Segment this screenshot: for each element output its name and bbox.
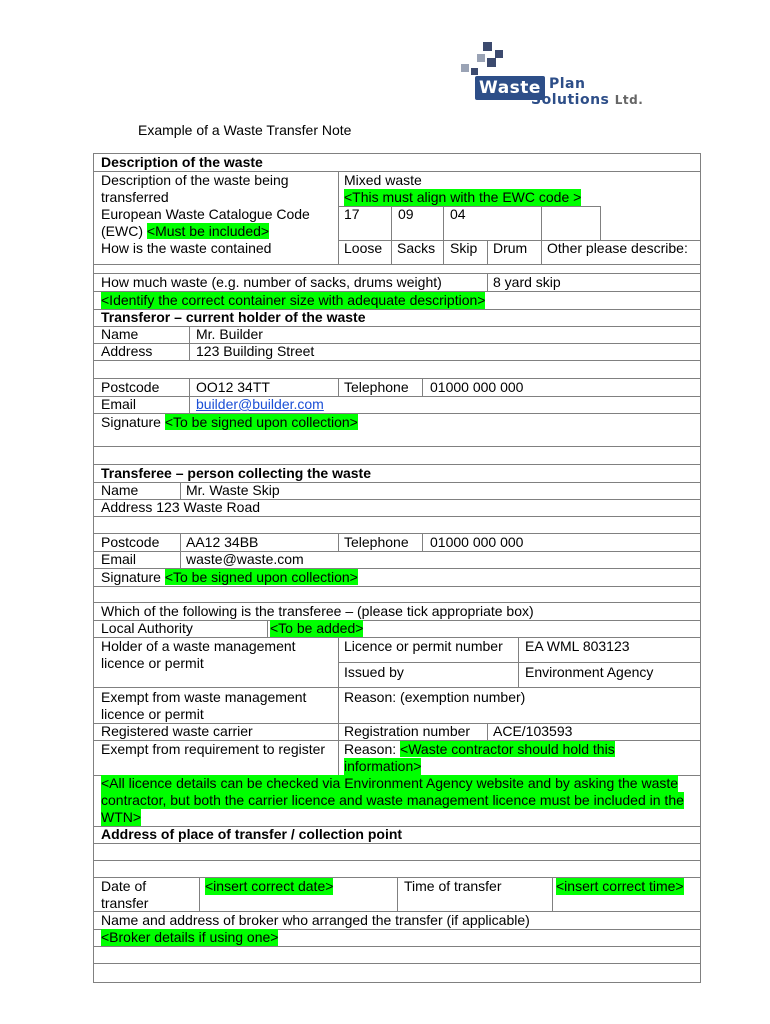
transferee-telephone-label: Telephone (344, 534, 409, 550)
contained-option: Sacks (397, 240, 436, 256)
date-label-line2: transfer (101, 895, 149, 911)
signature-label: Signature (101, 569, 165, 585)
desc-note: <This must align with the EWC code > (344, 189, 582, 205)
date-note: <insert correct date> (205, 878, 334, 894)
local-authority-note: <To be added> (270, 620, 364, 636)
logo-square (495, 50, 503, 58)
logo-solutions: Solutions (531, 92, 610, 108)
date-label: Date of (101, 878, 147, 894)
transferor-postcode-label: Postcode (101, 379, 160, 395)
ewc-label (101, 223, 269, 240)
divider (422, 378, 423, 396)
transferee-signature (101, 569, 358, 586)
ewc-code: 17 (344, 206, 360, 222)
transferee-postcode-label: Postcode (101, 534, 160, 550)
quantity-label: How much waste (e.g. number of sacks, drums weight) (101, 274, 442, 290)
transferee-postcode: AA12 34BB (186, 534, 259, 550)
holder-option[interactable]: Holder of a waste management (101, 638, 296, 654)
ewc-label: European Waste Catalogue Code (101, 206, 310, 222)
broker-label: Name and address of broker who arranged the transfer (if applicable) (101, 912, 530, 928)
transferee-name: Mr. Waste Skip (186, 482, 280, 498)
divider (391, 240, 392, 264)
local-authority-option[interactable]: Local Authority (101, 620, 193, 636)
transferor-postcode: OO12 34TT (196, 379, 270, 395)
signature-note: <To be signed upon collection> (164, 414, 358, 430)
divider (93, 343, 701, 344)
licence-note: contractor, but both the carrier licence and waste management licence must be included in the (101, 792, 684, 808)
logo-square (477, 54, 485, 62)
divider (93, 843, 701, 844)
transferor-telephone: 01000 000 000 (430, 379, 524, 395)
contained-option: Other please describe: (547, 240, 688, 256)
carrier-option[interactable]: Registered waste carrier (101, 723, 253, 739)
exempt-option-line2: licence or permit (101, 706, 204, 722)
logo-ltd: Ltd. (614, 93, 644, 107)
contained-option: Skip (450, 240, 478, 256)
transferor-heading: Transferor – current holder of the waste (101, 309, 366, 325)
signature-note: <To be signed upon collection> (164, 569, 358, 585)
ewc-code: 04 (450, 206, 466, 222)
transferor-address-label: Address (101, 343, 153, 359)
reason2-note-line2: information> (344, 758, 422, 774)
logo-word-solutions (531, 92, 643, 108)
divider (541, 206, 542, 240)
divider (180, 482, 181, 499)
reason2 (344, 741, 615, 758)
divider (422, 533, 423, 551)
desc-label: Description of the waste being (101, 172, 289, 188)
desc-label: transferred (101, 189, 169, 205)
divider (552, 877, 553, 911)
divider (338, 206, 601, 207)
divider (93, 946, 701, 947)
divider (93, 396, 701, 397)
ewc-label-prefix: (EWC) (101, 223, 147, 239)
quantity-value: 8 yard skip (493, 274, 561, 290)
holder-option-line2: licence or permit (101, 655, 204, 671)
divider (338, 533, 339, 551)
contained-option: Drum (493, 240, 528, 256)
broker-note: <Broker details if using one> (101, 929, 279, 945)
logo-word-plan: Plan (549, 76, 586, 92)
desc-value: Mixed waste (344, 172, 422, 188)
divider (443, 206, 444, 240)
reason2-label: Reason: (344, 741, 401, 757)
logo-word-waste: Waste (479, 78, 541, 98)
divider (338, 378, 339, 396)
licence-value: EA WML 803123 (525, 638, 630, 654)
divider (199, 877, 200, 911)
logo-square (487, 58, 496, 67)
transferor-signature (101, 414, 358, 431)
registration-label: Registration number (344, 723, 471, 739)
transferee-email-label: Email (101, 551, 137, 567)
exempt-option[interactable]: Exempt from waste management (101, 689, 307, 705)
divider (93, 586, 701, 587)
divider (93, 482, 701, 483)
transferee-name-label: Name (101, 482, 139, 498)
divider (93, 551, 701, 552)
divider (93, 963, 701, 964)
divider (487, 273, 488, 291)
divider (338, 637, 339, 775)
divider (338, 171, 339, 264)
divider (487, 240, 488, 264)
divider (93, 264, 701, 265)
ewc-code: 09 (398, 206, 414, 222)
logo-square (471, 68, 478, 75)
contained-option: Loose (344, 240, 383, 256)
divider (397, 877, 398, 911)
issued-value: Environment Agency (525, 664, 654, 680)
transferor-name-label: Name (101, 326, 139, 342)
logo-square (461, 64, 469, 72)
divider (600, 206, 601, 240)
logo-square (483, 42, 492, 51)
transferor-telephone-label: Telephone (344, 379, 409, 395)
divider (267, 620, 268, 637)
time-label: Time of transfer (404, 878, 502, 894)
licence-label: Licence or permit number (344, 638, 503, 654)
reason2-note: <Waste contractor should hold this (400, 741, 615, 757)
waste-heading: Description of the waste (101, 154, 263, 170)
transferee-type-question: Which of the following is the transferee – (please tick appropriate box) (101, 603, 534, 619)
transferee-address: Address 123 Waste Road (101, 499, 261, 515)
transferee-telephone: 01000 000 000 (430, 534, 524, 550)
licence-note: WTN> (101, 809, 142, 825)
transferor-address: 123 Building Street (196, 343, 315, 359)
ewc-note: <Must be included> (146, 223, 270, 239)
transferor-name: Mr. Builder (196, 326, 263, 342)
transferor-email-link[interactable]: builder@builder.com (196, 396, 324, 412)
time-note: <insert correct time> (556, 878, 684, 894)
divider (541, 240, 542, 264)
issued-label: Issued by (344, 664, 404, 680)
quantity-note: <Identify the correct container size with adequate description> (101, 292, 486, 308)
page-title: Example of a Waste Transfer Note (138, 122, 352, 138)
divider (338, 662, 701, 663)
contained-label: How is the waste contained (101, 240, 272, 256)
registration-value: ACE/103593 (493, 723, 573, 739)
divider (487, 723, 488, 740)
exempt-register-option[interactable]: Exempt from requirement to register (101, 741, 326, 757)
divider (93, 360, 701, 361)
divider (443, 240, 444, 264)
divider (391, 206, 392, 240)
transfer-heading: Address of place of transfer / collection point (101, 826, 403, 842)
transferee-heading: Transferee – person collecting the waste (101, 465, 371, 481)
divider (93, 516, 701, 517)
transferee-email: waste@waste.com (186, 551, 304, 567)
reason-label: Reason: (exemption number) (344, 689, 526, 705)
divider (93, 687, 701, 688)
divider (93, 326, 701, 327)
transferor-email-label: Email (101, 396, 137, 412)
divider (93, 860, 701, 861)
company-logo (455, 38, 645, 113)
divider (93, 446, 701, 447)
signature-label: Signature (101, 414, 165, 430)
licence-note: <All licence details can be checked via Environment Agency website and by asking the waste (101, 775, 679, 791)
